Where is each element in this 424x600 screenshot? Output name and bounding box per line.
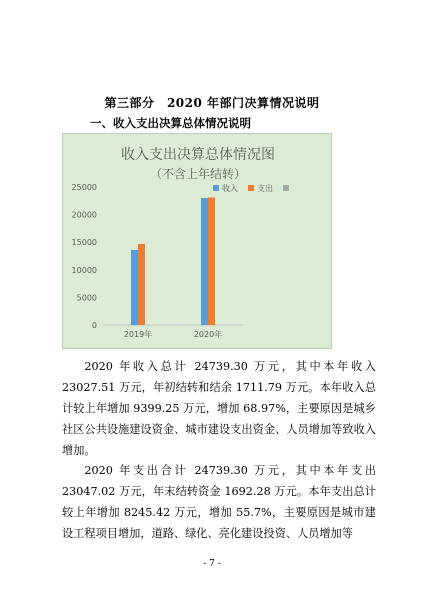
section-heading: 一、收入支出决算总体情况说明 [90,116,251,130]
legend-swatch [283,185,289,191]
bar-expense [208,197,215,325]
legend-swatch [213,185,219,191]
chart-subtitle: （不含上年结转） [149,167,247,181]
chart-title: 收入支出决算总体情况图 [121,147,275,163]
legend-label: 收入 [222,184,238,193]
y-tick-label: 10000 [71,265,97,275]
expense-paragraph: 2020 年支出合计 24739.30 万元，其中本年支出 23047.02 万元，年末结转资金 1692.28 万元。本年支出总计较上年增加 8245.42 万元，增加 55.7%，主要原因是城市建设工程项目增加，道路、绿化、亮化建设投资、人员增加等 [62,464,376,540]
page-title: 第三部分 2020 年部门决算情况说明 [104,96,320,110]
chart-svg [63,134,331,348]
x-tick-label: 2019年 [123,330,153,339]
bar-expense [138,244,145,325]
y-tick-label: 0 [91,321,97,330]
legend-swatch [248,185,254,191]
bar-income [131,250,138,325]
y-tick-label: 5000 [76,293,97,303]
y-tick-label: 20000 [71,210,97,220]
page-number: - 7 - [203,559,221,569]
y-tick-label: 25000 [71,183,97,192]
legend-label: 支出 [257,184,273,193]
income-expense-chart [62,133,332,349]
income-paragraph: 2020 年收入总计 24739.30 万元，其中本年收入 23027.51 万元，年初结转和结余 1711.79 万元。本年收入总计较上年增加 9399.25 万元，增加 68.97%，主要原因是城乡社区公共设施建设资金、城市建设支出资金、人员增加等致收入增加。 [62,360,376,457]
x-tick-label: 2020年 [193,330,223,339]
y-tick-label: 15000 [71,238,97,248]
bar-income [201,198,208,325]
